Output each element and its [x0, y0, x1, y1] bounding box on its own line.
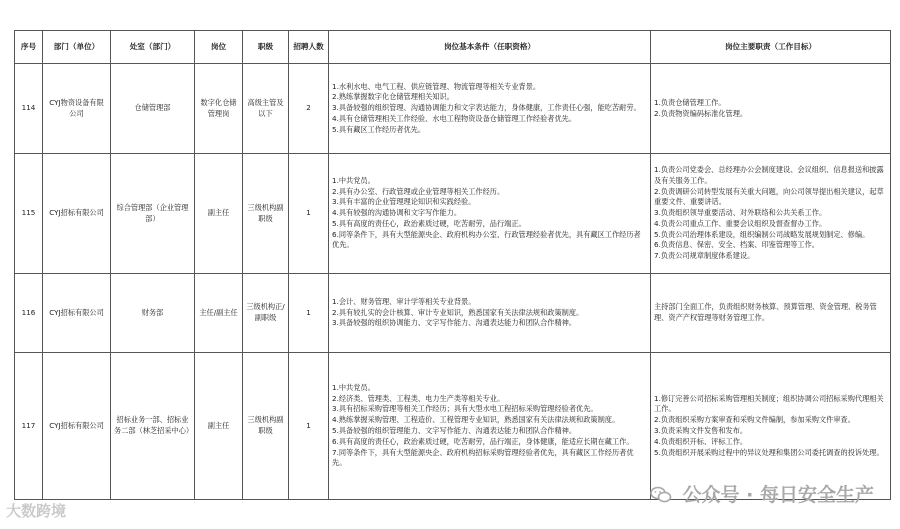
- cell-count: 1: [289, 274, 329, 353]
- cell-level: 三级机构副职级: [243, 353, 289, 500]
- cell-no: 117: [15, 353, 43, 500]
- condition-item: 1.中共党员。: [332, 175, 375, 185]
- condition-item: 2.具有办公室、行政管理或企业管理等相关工作经历。: [332, 186, 505, 196]
- table-row: [15, 154, 891, 274]
- duty-item: 6.负责信息、保密、安全、档案、印鉴管理等工作。: [654, 240, 819, 250]
- condition-item: 3.具有招标采购管理等相关工作经历；具有大型水电工程招标采购管理经验者优先。: [332, 404, 598, 414]
- header-dept: 部门（单位）: [43, 31, 111, 64]
- duty-item: 主持部门全面工作，负责组织财务核算、预算管理、资金管理、税务管理、资产产权管理等财务管理工作。: [654, 302, 877, 322]
- cell-office: 仓储管理部: [111, 64, 195, 154]
- duty-item: 5.负责公司治理体系建设，组织编制公司战略发展规划制定、修编。: [654, 229, 870, 239]
- cell-office: 综合管理部（企业管理部）: [111, 154, 195, 274]
- duty-item: 1.负责公司党委会、总经理办公会制度建设、会议组织、信息报送和披露及有关服务工作。: [654, 164, 884, 185]
- header-duties: 岗位主要职责（工作目标）: [651, 31, 891, 64]
- cell-dept: CYJ招标有限公司: [43, 353, 111, 500]
- table-header-row: [15, 31, 891, 64]
- header-conditions: 岗位基本条件（任职资格）: [329, 31, 651, 64]
- header-post: 岗位: [195, 31, 243, 64]
- duty-item: 2.负责调研公司转型发展有关重大问题，向公司领导提出相关建议，起草重要文件、重要讲话。: [654, 186, 884, 207]
- watermark-left-text: 大数跨境: [6, 502, 67, 520]
- cell-dept: CYJ物资设备有限公司: [43, 64, 111, 154]
- cell-conditions: [329, 154, 651, 274]
- duty-item: 1.负责仓储管理工作。: [654, 97, 726, 107]
- watermark-right-text: 公众号 · 每日安全生产: [682, 484, 874, 506]
- condition-item: 1.中共党员。: [332, 382, 375, 392]
- duty-item: 5.负责组织开展采购过程中的异议处理和集团公司委托调查的投诉处理。: [654, 447, 884, 457]
- condition-item: 4.具有仓储管理相关工作经验、水电工程物资设备仓储管理工作经验者优先。: [332, 113, 577, 123]
- condition-item: 3.具备较强的组织协调能力、文字写作能力、沟通表达能力和团队合作精神。: [332, 318, 577, 328]
- cell-dept: CYJ招标有限公司: [43, 274, 111, 353]
- cell-no: 115: [15, 154, 43, 274]
- cell-level: 高级主管及以下: [243, 64, 289, 154]
- condition-item: 7.同等条件下，具有大型能源央企、政府机构招标采购管理经验者优先，具有藏区工作经历者优先。: [332, 447, 634, 468]
- condition-item: 1.水利水电、电气工程、供应链管理、物流管理等相关专业背景。: [332, 81, 541, 91]
- duty-item: 7.负责公司规章制度体系建设。: [654, 251, 755, 261]
- condition-item: 4.具有较强的沟通协调和文字写作能力。: [332, 208, 462, 218]
- duty-item: 2.负责物资编码标准化管理。: [654, 108, 748, 118]
- table-row: [15, 274, 891, 353]
- cell-count: 1: [289, 353, 329, 500]
- duty-item: 3.负责采购文件发售和发布。: [654, 426, 748, 435]
- duty-item: 2.负责组织采购方案审查和采购文件编制，参加采购文件审查。: [654, 415, 855, 425]
- condition-item: 6.具有高度的责任心，政治素质过硬，吃苦耐劳，品行端正，身体健康，能适应长期在藏工作。: [332, 436, 634, 446]
- cell-level: 三级机构正/副职级: [243, 274, 289, 353]
- cell-conditions: [329, 64, 651, 154]
- condition-item: 2.经济类、管理类、工程类、电力生产类等相关专业。: [332, 393, 505, 403]
- condition-item: 5.具有藏区工作经历者优先。: [332, 124, 426, 134]
- condition-item: 1.会计、财务管理、审计学等相关专业背景。: [332, 296, 476, 306]
- cell-post: 数字化仓储管理岗: [195, 64, 243, 154]
- cell-dept: CYJ招标有限公司: [43, 154, 111, 274]
- cell-post: 副主任: [195, 353, 243, 500]
- header-count: 招聘人数: [289, 31, 329, 64]
- recruitment-table: [14, 30, 891, 500]
- cell-duties: [651, 64, 891, 154]
- cell-conditions: [329, 274, 651, 353]
- cell-count: 1: [289, 154, 329, 274]
- cell-post: 主任/副主任: [195, 274, 243, 353]
- cell-duties: [651, 154, 891, 274]
- condition-item: 2.熟练掌握数字化仓储管理相关知识。: [332, 92, 454, 102]
- header-office: 处室（部门）: [111, 31, 195, 64]
- cell-office: 财务部: [111, 274, 195, 353]
- condition-item: 6.同等条件下，具有大型能源央企、政府机构办公室、行政管理经验者优先，具有藏区工作经历者优先。: [332, 229, 641, 250]
- condition-item: 5.具备较强的组织管理能力、文字写作能力、沟通表达能力和团队合作精神。: [332, 426, 577, 435]
- cell-conditions: [329, 353, 651, 500]
- condition-item: 5.具有高度的责任心，政治素质过硬，吃苦耐劳，品行端正。: [332, 218, 526, 228]
- cell-post: 副主任: [195, 154, 243, 274]
- duty-item: 3.负责组织领导重要活动、对外联络和公共关系工作。: [654, 208, 827, 218]
- cell-office: 招标业务一部、招标业务二部（林芝招采中心）: [111, 353, 195, 500]
- duty-item: 1.修订完善公司招标采购管理相关制度；组织协调公司招标采购代理相关工作。: [654, 393, 884, 414]
- condition-item: 3.具备较强的组织管理、沟通协调能力和文字表达能力，身体健康，工作责任心强，能吃苦耐劳。: [332, 103, 641, 113]
- condition-item: 3.具有丰富的企业管理理论知识和实践经验。: [332, 197, 476, 207]
- recruitment-table-sheet: [14, 30, 890, 500]
- duty-item: 4.负责公司重点工作、重要会议组织及督查督办工作。: [654, 218, 827, 228]
- condition-item: 2.具有较扎实的会计核算、审计专业知识，熟悉国家有关法律法规和政策制度。: [332, 307, 584, 317]
- condition-item: 4.熟练掌握采购管理、工程造价、工程管理专业知识，熟悉国家有关法律法规和政策制度。: [332, 415, 620, 425]
- cell-no: 114: [15, 64, 43, 154]
- header-level: 职级: [243, 31, 289, 64]
- cell-duties: [651, 274, 891, 353]
- duty-item: 4.负责组织开标、评标工作。: [654, 436, 748, 446]
- cell-no: 116: [15, 274, 43, 353]
- cell-duties: [651, 353, 891, 500]
- watermark-right: [650, 480, 874, 507]
- cell-level: 三级机构副职级: [243, 154, 289, 274]
- watermark-left: [6, 500, 66, 521]
- table-row: [15, 64, 891, 154]
- table-row: [15, 353, 891, 500]
- header-no: 序号: [15, 31, 43, 64]
- wechat-icon: [650, 486, 672, 504]
- cell-count: 2: [289, 64, 329, 154]
